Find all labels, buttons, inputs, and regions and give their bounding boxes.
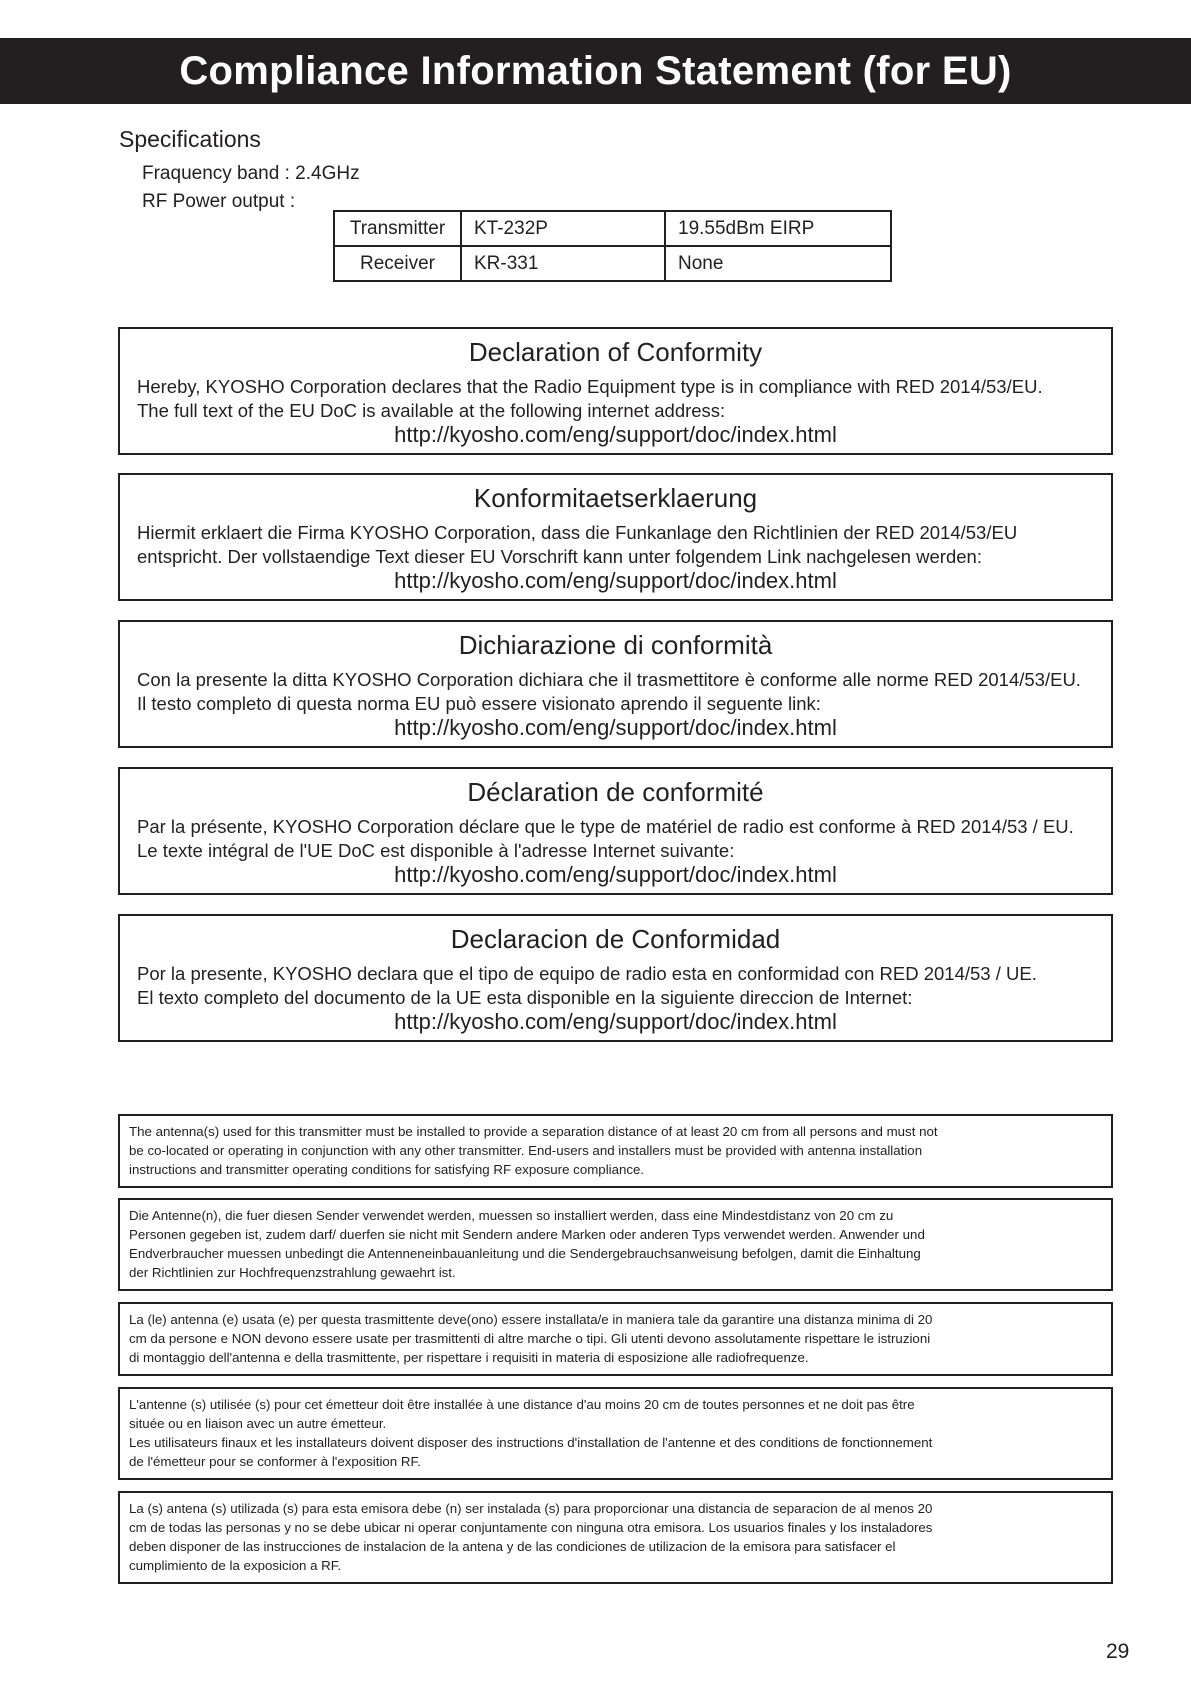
declaration-url[interactable]: http://kyosho.com/eng/support/doc/index.html bbox=[394, 715, 837, 740]
declaration-url[interactable]: http://kyosho.com/eng/support/doc/index.html bbox=[394, 862, 837, 887]
note-line: L'antenne (s) utilisée (s) pour cet émetteur doit être installée à une distance d'au moins 20 cm de toutes personnes et ne doit pas être bbox=[129, 1397, 915, 1412]
declaration-line: Con la presente la ditta KYOSHO Corporation dichiara che il trasmettitore è conforme alle norme RED 2014/53/EU. bbox=[137, 669, 1081, 690]
declaration-body bbox=[137, 668, 1101, 716]
declaration-title: Dichiarazione di conformità bbox=[458, 630, 773, 660]
declaration-box-fr bbox=[118, 767, 1113, 895]
rf-power-label: RF Power output : bbox=[142, 191, 296, 212]
declaration-title: Declaration of Conformity bbox=[468, 337, 763, 367]
note-line: be co-located or operating in conjunction with any other transmitter. End-users and installers must be provided with antenna installation bbox=[129, 1143, 923, 1158]
note-line: cm da persone e NON devono essere usate per trasmittenti di altre marche o tipi. Gli utenti devono assolutamente rispettare le istruzioni bbox=[129, 1331, 931, 1346]
note-line: cumplimiento de la exposicion a RF. bbox=[129, 1558, 342, 1573]
table-cell: KR-331 bbox=[461, 246, 665, 281]
declaration-box-it bbox=[118, 620, 1113, 748]
declaration-title: Declaracion de Conformidad bbox=[450, 924, 781, 954]
page-number: 29 bbox=[1106, 1640, 1130, 1663]
declaration-body bbox=[137, 815, 1101, 863]
antenna-note-en bbox=[118, 1114, 1113, 1188]
note-line: di montaggio dell'antenna e della trasmittente, per rispettare i requisiti in materia di esposizione alle radiofrequenze. bbox=[129, 1350, 809, 1365]
page-title: Compliance Information Statement (for EU) bbox=[179, 48, 1012, 93]
declaration-box-en bbox=[118, 327, 1113, 455]
declaration-line: Hiermit erklaert die Firma KYOSHO Corporation, dass die Funkanlage den Richtlinien der RED 2014/53/EU bbox=[137, 522, 1018, 543]
declaration-line: entspricht. Der vollstaendige Text dieser EU Vorschrift kann unter folgendem Link nachgelesen werden: bbox=[137, 546, 982, 567]
rf-power-table bbox=[333, 210, 892, 282]
table-cell: Receiver bbox=[334, 246, 461, 281]
declaration-line: El texto completo del documento de la UE esta disponible en la siguiente direccion de Internet: bbox=[137, 987, 913, 1008]
note-line: La (s) antena (s) utilizada (s) para esta emisora debe (n) ser instalada (s) para proporcionar una distancia de separacion de al menos 20 bbox=[129, 1501, 933, 1516]
table-cell: None bbox=[665, 246, 891, 281]
note-line: deben disponer de las instrucciones de instalacion de la antena y de las condiciones de utilizacion de la emisora para satisfacer el bbox=[129, 1539, 896, 1554]
note-line: The antenna(s) used for this transmitter must be installed to provide a separation distance of at least 20 cm from all persons and must not bbox=[129, 1124, 938, 1139]
antenna-note-es bbox=[118, 1491, 1113, 1584]
specifications-heading: Specifications bbox=[119, 126, 261, 152]
declaration-url[interactable]: http://kyosho.com/eng/support/doc/index.html bbox=[394, 568, 837, 593]
frequency-band: Fraquency band : 2.4GHz bbox=[142, 163, 360, 184]
note-line: Les utilisateurs finaux et les installateurs doivent disposer des instructions d'installation de l'antenne et des conditions de fonctionnement bbox=[129, 1435, 933, 1450]
note-line: Endverbraucher muessen unbedingt die Antenneneinbauanleitung und die Sendergebrauchsanweisung befolgen, damit die Einhaltung bbox=[129, 1246, 921, 1261]
declaration-url[interactable]: http://kyosho.com/eng/support/doc/index.html bbox=[394, 1009, 837, 1034]
declaration-line: The full text of the EU DoC is available at the following internet address: bbox=[137, 400, 726, 421]
declaration-line: Il testo completo di questa norma EU può essere visionato aprendo il seguente link: bbox=[137, 693, 821, 714]
declaration-box-de bbox=[118, 473, 1113, 601]
declaration-body bbox=[137, 375, 1101, 423]
note-line: La (le) antenna (e) usata (e) per questa trasmittente deve(ono) essere installata/e in maniera tale da garantire una distanza minima di 20 bbox=[129, 1312, 933, 1327]
page-title-banner bbox=[0, 38, 1191, 104]
declaration-url[interactable]: http://kyosho.com/eng/support/doc/index.html bbox=[394, 422, 837, 447]
note-line: der Richtlinien zur Hochfrequenzstrahlung gewaehrt ist. bbox=[129, 1265, 456, 1280]
note-line: située ou en liaison avec un autre émetteur. bbox=[129, 1416, 387, 1431]
declaration-box-es bbox=[118, 914, 1113, 1042]
declaration-line: Le texte intégral de l'UE DoC est disponible à l'adresse Internet suivante: bbox=[137, 840, 735, 861]
declaration-line: Hereby, KYOSHO Corporation declares that the Radio Equipment type is in compliance with RED 2014/53/EU. bbox=[137, 376, 1043, 397]
declaration-title: Déclaration de conformité bbox=[467, 777, 764, 807]
note-line: de l'émetteur pour se conformer à l'exposition RF. bbox=[129, 1454, 421, 1469]
note-line: Die Antenne(n), die fuer diesen Sender verwendet werden, muessen so installiert werden, dass eine Mindestdistanz von 20 cm zu bbox=[129, 1208, 894, 1223]
note-line: Personen gegeben ist, zudem darf/ duerfen sie nicht mit Sendern andere Marken oder anderen Typs verwendet werden. Anwender und bbox=[129, 1227, 925, 1242]
table-cell: 19.55dBm EIRP bbox=[665, 211, 891, 246]
antenna-note-de bbox=[118, 1198, 1113, 1291]
table-row bbox=[334, 211, 891, 246]
declaration-line: Por la presente, KYOSHO declara que el tipo de equipo de radio esta en conformidad con RED 2014/53 / UE. bbox=[137, 963, 1037, 984]
table-cell: KT-232P bbox=[461, 211, 665, 246]
table-cell: Transmitter bbox=[334, 211, 461, 246]
table-row bbox=[334, 246, 891, 281]
declaration-body bbox=[137, 521, 1101, 569]
declaration-body bbox=[137, 962, 1101, 1010]
note-line: instructions and transmitter operating conditions for satisfying RF exposure compliance. bbox=[129, 1162, 645, 1177]
antenna-note-it bbox=[118, 1302, 1113, 1376]
declaration-title: Konformitaetserklaerung bbox=[473, 483, 758, 513]
declaration-line: Par la présente, KYOSHO Corporation déclare que le type de matériel de radio est conforme à RED 2014/53 / EU. bbox=[137, 816, 1074, 837]
antenna-note-fr bbox=[118, 1387, 1113, 1480]
note-line: cm de todas las personas y no se debe ubicar ni operar conjuntamente con ninguna otra emisora. Los usuarios finales y los instaladores bbox=[129, 1520, 933, 1535]
